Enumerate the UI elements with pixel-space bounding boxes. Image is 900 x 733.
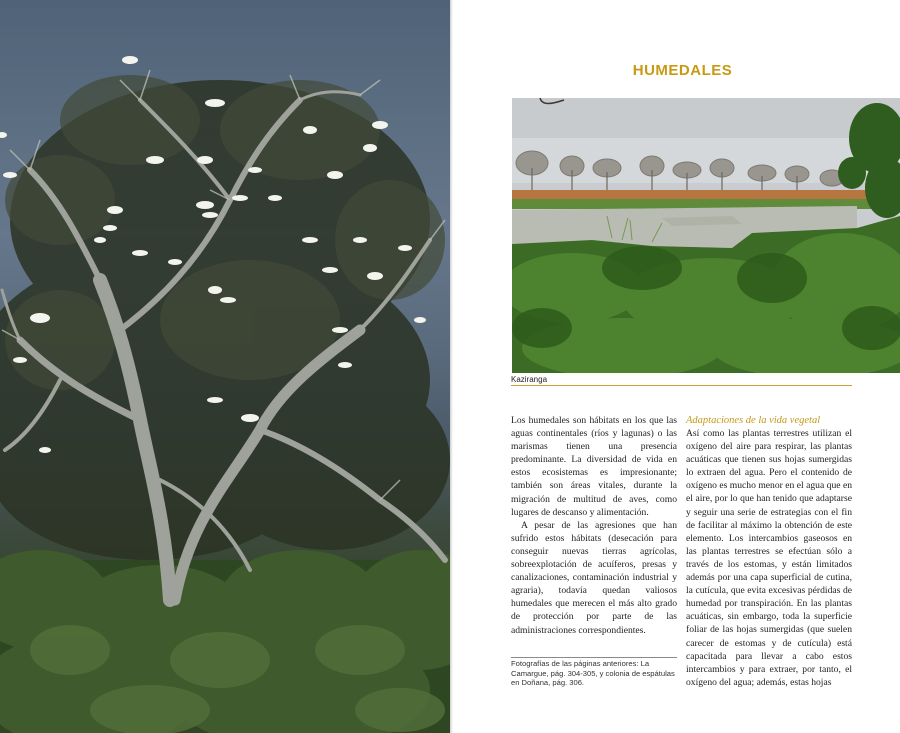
kaziranga-wetland-photo	[512, 98, 900, 373]
page-gutter	[450, 0, 453, 733]
section-subheading: Adaptaciones de la vida vegetal	[686, 415, 821, 426]
caption-divider	[511, 385, 852, 386]
photo-caption: Kaziranga	[511, 375, 548, 384]
text-column-left	[511, 414, 677, 637]
paragraph-plant-adaptations: Así como las plantas terrestres utilizan el oxígeno del aire para respirar, las plantas acuáticas que tienen sus hojas sumergidas lo extraen del agua. Pero el contenido de oxígeno es mucho menor en el agua que en el aire, por lo que han tenido que adaptarse y seguir una serie de estrategias con el fin de facilitar al máximo la obtención de este elemento. Los intercambios gaseosos en las plantas terrestres se efectúan sólo a través de los estomas, y están limitados además por una capa superficial de cutina, la cutícula, que evita excesivas pérdidas de humedad por transpiración. En las plantas acuáticas, sin embargo, toda la superficie foliar de las hojas sumergidas (que suelen carecer de estomas y de cutícula) está capacitada para llevar a cabo estos intercambios y para extraer, por tanto, el oxígeno del agua; además, estas hojas	[686, 428, 852, 688]
paragraph-intro: Los humedales son hábitats en los que las aguas continentales (ríos y lagunas) o las marismas tienen una presencia predominante. La diversidad de vida en estos ecosistemas es impresionante; también son áreas vitales, durante la migración de multitud de aves, como lugares de descanso y alimentación.	[511, 415, 677, 518]
paragraph-threats: A pesar de las agresiones que han sufrido estos hábitats (desecación para conseguir nuevas tierras agrícolas, sobreexplotación de acuíferos, presas y canalizaciones, contaminación industrial y agraria), todavía quedan valiosos humedales que merecen el más alto grado de protección por parte de las administraciones correspondientes.	[511, 519, 677, 636]
chapter-title: HUMEDALES	[632, 62, 733, 79]
footnote-divider	[511, 657, 677, 658]
text-column-right	[686, 414, 852, 689]
photo-credits-footnote: Fotografías de las páginas anteriores: La Camargue, pág. 304-305, y colonia de espátulas en Doñana, pág. 306.	[511, 659, 675, 687]
wetland-illustration	[512, 98, 900, 373]
